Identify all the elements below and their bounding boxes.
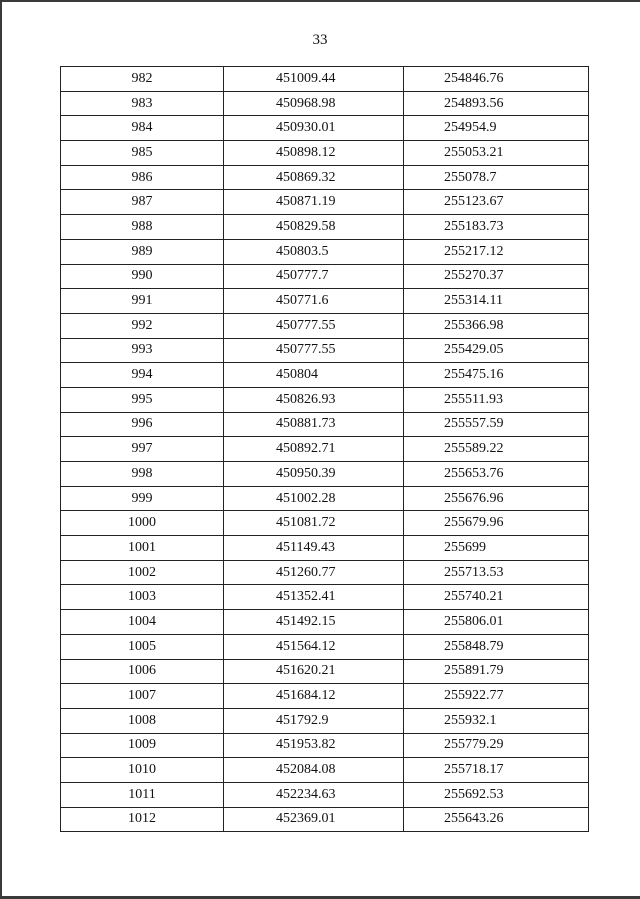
point-number-cell: 996 (61, 412, 224, 437)
point-number-cell: 1011 (61, 782, 224, 807)
scan-border-top (0, 0, 640, 2)
y-coordinate-cell: 254954.9 (404, 116, 589, 141)
y-coordinate-cell: 255314.11 (404, 289, 589, 314)
x-coordinate-cell: 451260.77 (224, 560, 404, 585)
x-coordinate-cell: 451564.12 (224, 634, 404, 659)
table-row (61, 116, 589, 141)
table-row (61, 363, 589, 388)
x-coordinate-cell: 450826.93 (224, 387, 404, 412)
coordinates-table (60, 66, 589, 832)
y-coordinate-cell: 255740.21 (404, 585, 589, 610)
point-number-cell: 1012 (61, 807, 224, 832)
y-coordinate-cell: 255692.53 (404, 782, 589, 807)
table-row (61, 313, 589, 338)
y-coordinate-cell: 255848.79 (404, 634, 589, 659)
table-row (61, 387, 589, 412)
x-coordinate-cell: 450881.73 (224, 412, 404, 437)
y-coordinate-cell: 255713.53 (404, 560, 589, 585)
point-number-cell: 987 (61, 190, 224, 215)
y-coordinate-cell: 255718.17 (404, 758, 589, 783)
y-coordinate-cell: 254893.56 (404, 91, 589, 116)
point-number-cell: 993 (61, 338, 224, 363)
x-coordinate-cell: 451620.21 (224, 659, 404, 684)
y-coordinate-cell: 255676.96 (404, 486, 589, 511)
point-number-cell: 995 (61, 387, 224, 412)
table-row (61, 560, 589, 585)
point-number-cell: 1009 (61, 733, 224, 758)
x-coordinate-cell: 452369.01 (224, 807, 404, 832)
y-coordinate-cell: 255557.59 (404, 412, 589, 437)
point-number-cell: 985 (61, 141, 224, 166)
point-number-cell: 1003 (61, 585, 224, 610)
x-coordinate-cell: 451352.41 (224, 585, 404, 610)
y-coordinate-cell: 255679.96 (404, 511, 589, 536)
point-number-cell: 1006 (61, 659, 224, 684)
x-coordinate-cell: 451002.28 (224, 486, 404, 511)
table-row (61, 462, 589, 487)
table-row (61, 684, 589, 709)
y-coordinate-cell: 255511.93 (404, 387, 589, 412)
table-row (61, 190, 589, 215)
point-number-cell: 999 (61, 486, 224, 511)
x-coordinate-cell: 450869.32 (224, 165, 404, 190)
coordinates-table-body (61, 67, 589, 832)
x-coordinate-cell: 450803.5 (224, 239, 404, 264)
table-row (61, 486, 589, 511)
x-coordinate-cell: 451149.43 (224, 536, 404, 561)
x-coordinate-cell: 450871.19 (224, 190, 404, 215)
table-row (61, 437, 589, 462)
y-coordinate-cell: 255779.29 (404, 733, 589, 758)
y-coordinate-cell: 255217.12 (404, 239, 589, 264)
y-coordinate-cell: 255475.16 (404, 363, 589, 388)
x-coordinate-cell: 450968.98 (224, 91, 404, 116)
x-coordinate-cell: 452234.63 (224, 782, 404, 807)
table-row (61, 585, 589, 610)
x-coordinate-cell: 450829.58 (224, 215, 404, 240)
table-row (61, 659, 589, 684)
table-row (61, 536, 589, 561)
point-number-cell: 997 (61, 437, 224, 462)
point-number-cell: 1001 (61, 536, 224, 561)
y-coordinate-cell: 255078.7 (404, 165, 589, 190)
point-number-cell: 1000 (61, 511, 224, 536)
x-coordinate-cell: 450771.6 (224, 289, 404, 314)
table-row (61, 412, 589, 437)
point-number-cell: 990 (61, 264, 224, 289)
point-number-cell: 1007 (61, 684, 224, 709)
point-number-cell: 988 (61, 215, 224, 240)
point-number-cell: 989 (61, 239, 224, 264)
table-row (61, 782, 589, 807)
table-row (61, 610, 589, 635)
scan-border-left (0, 0, 2, 899)
table-row (61, 807, 589, 832)
point-number-cell: 1002 (61, 560, 224, 585)
x-coordinate-cell: 450777.7 (224, 264, 404, 289)
point-number-cell: 992 (61, 313, 224, 338)
point-number-cell: 983 (61, 91, 224, 116)
table-row (61, 67, 589, 92)
table-row (61, 338, 589, 363)
x-coordinate-cell: 450930.01 (224, 116, 404, 141)
x-coordinate-cell: 451792.9 (224, 708, 404, 733)
table-row (61, 289, 589, 314)
y-coordinate-cell: 255429.05 (404, 338, 589, 363)
point-number-cell: 1008 (61, 708, 224, 733)
x-coordinate-cell: 450777.55 (224, 338, 404, 363)
y-coordinate-cell: 255922.77 (404, 684, 589, 709)
page-number: 33 (312, 32, 328, 48)
y-coordinate-cell: 255806.01 (404, 610, 589, 635)
y-coordinate-cell: 255699 (404, 536, 589, 561)
point-number-cell: 1005 (61, 634, 224, 659)
y-coordinate-cell: 255653.76 (404, 462, 589, 487)
point-number-cell: 1004 (61, 610, 224, 635)
y-coordinate-cell: 255643.26 (404, 807, 589, 832)
x-coordinate-cell: 451492.15 (224, 610, 404, 635)
point-number-cell: 986 (61, 165, 224, 190)
point-number-cell: 982 (61, 67, 224, 92)
table-row (61, 141, 589, 166)
x-coordinate-cell: 452084.08 (224, 758, 404, 783)
point-number-cell: 998 (61, 462, 224, 487)
table-row (61, 239, 589, 264)
table-row (61, 91, 589, 116)
x-coordinate-cell: 451009.44 (224, 67, 404, 92)
x-coordinate-cell: 450898.12 (224, 141, 404, 166)
point-number-cell: 1010 (61, 758, 224, 783)
y-coordinate-cell: 255183.73 (404, 215, 589, 240)
table-row (61, 758, 589, 783)
point-number-cell: 994 (61, 363, 224, 388)
table-row (61, 708, 589, 733)
x-coordinate-cell: 450777.55 (224, 313, 404, 338)
y-coordinate-cell: 255589.22 (404, 437, 589, 462)
table-row (61, 215, 589, 240)
table-row (61, 733, 589, 758)
x-coordinate-cell: 450804 (224, 363, 404, 388)
y-coordinate-cell: 255932.1 (404, 708, 589, 733)
x-coordinate-cell: 450950.39 (224, 462, 404, 487)
x-coordinate-cell: 451684.12 (224, 684, 404, 709)
table-row (61, 634, 589, 659)
table-row (61, 511, 589, 536)
table-row (61, 165, 589, 190)
y-coordinate-cell: 255366.98 (404, 313, 589, 338)
y-coordinate-cell: 255053.21 (404, 141, 589, 166)
point-number-cell: 984 (61, 116, 224, 141)
y-coordinate-cell: 255891.79 (404, 659, 589, 684)
x-coordinate-cell: 451081.72 (224, 511, 404, 536)
y-coordinate-cell: 255123.67 (404, 190, 589, 215)
table-row (61, 264, 589, 289)
y-coordinate-cell: 255270.37 (404, 264, 589, 289)
x-coordinate-cell: 450892.71 (224, 437, 404, 462)
y-coordinate-cell: 254846.76 (404, 67, 589, 92)
x-coordinate-cell: 451953.82 (224, 733, 404, 758)
point-number-cell: 991 (61, 289, 224, 314)
